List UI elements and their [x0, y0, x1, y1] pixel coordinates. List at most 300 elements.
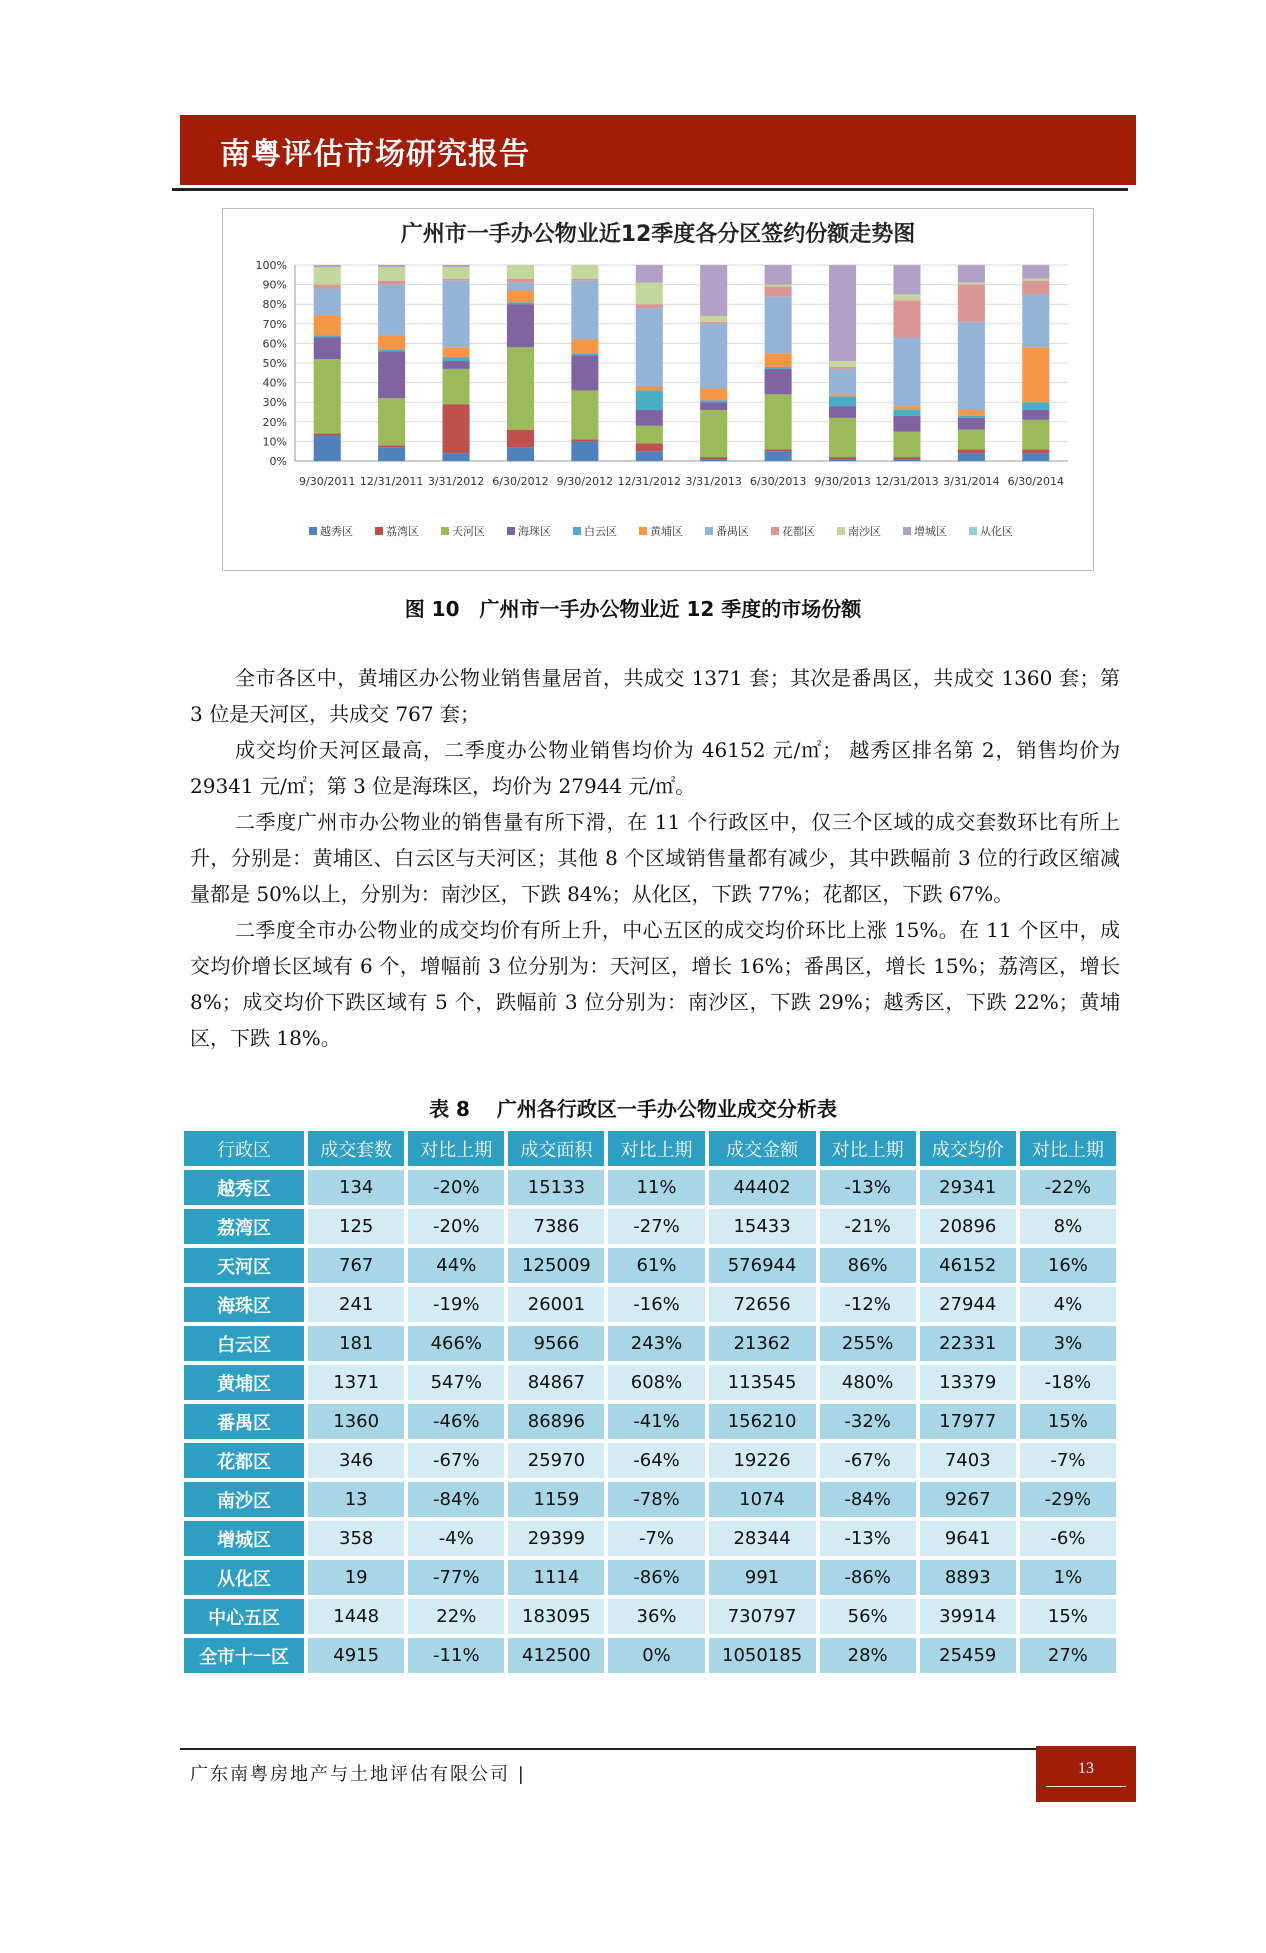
bar-segment: [636, 304, 663, 308]
row-district: 中心五区: [184, 1599, 304, 1634]
cell: -22%: [1020, 1170, 1116, 1205]
cell: 56%: [820, 1599, 916, 1634]
cell: -32%: [820, 1404, 916, 1439]
bar-segment: [378, 349, 405, 351]
header-divider: [172, 188, 1128, 191]
cell: -86%: [820, 1560, 916, 1595]
cell: -77%: [408, 1560, 504, 1595]
cell: 22331: [920, 1326, 1016, 1361]
bar-segment: [829, 418, 856, 457]
row-district: 白云区: [184, 1326, 304, 1361]
bar-segment: [765, 353, 792, 367]
bar-segment: [507, 290, 534, 302]
legend-label: 增城区: [914, 525, 947, 538]
x-tick-label: 3/31/2013: [685, 475, 742, 488]
cell: -7%: [608, 1521, 704, 1556]
cell: 466%: [408, 1326, 504, 1361]
x-tick-label: 6/30/2014: [1007, 475, 1064, 488]
bar-segment: [571, 265, 598, 279]
row-district: 南沙区: [184, 1482, 304, 1517]
cell: 1159: [508, 1482, 604, 1517]
cell: -20%: [408, 1170, 504, 1205]
bar-segment: [765, 369, 792, 394]
bar-segment: [443, 347, 470, 357]
cell: 125: [308, 1209, 404, 1244]
bar-segment: [378, 447, 405, 461]
bar-segment: [443, 453, 470, 461]
bar-segment: [636, 283, 663, 305]
cell: 25970: [508, 1443, 604, 1478]
bar-segment: [893, 406, 920, 410]
cell: 1114: [508, 1560, 604, 1595]
bar-segment: [700, 402, 727, 410]
cell: 730797: [709, 1599, 816, 1634]
bar-segment: [1022, 281, 1049, 295]
legend-label: 天河区: [452, 525, 485, 538]
x-tick-label: 9/30/2012: [556, 475, 614, 488]
bar-segment: [314, 436, 341, 461]
bar-segment: [829, 361, 856, 367]
bar-segment: [378, 351, 405, 398]
table-caption: 表 8 广州各行政区一手办公物业成交分析表: [429, 1097, 837, 1121]
cell: 358: [308, 1521, 404, 1556]
bar-segment: [507, 265, 534, 279]
y-tick-label: 80%: [262, 298, 287, 312]
cell: 28344: [709, 1521, 816, 1556]
x-tick-label: 12/31/2012: [617, 475, 681, 488]
cell: -67%: [408, 1443, 504, 1478]
table-header-row: [184, 1131, 1116, 1166]
cell: 243%: [608, 1326, 704, 1361]
cell: 27944: [920, 1287, 1016, 1322]
bar-segment: [636, 308, 663, 386]
bar-segment: [1022, 453, 1049, 461]
bar-segment: [507, 283, 534, 291]
header-amount-change: 对比上期: [820, 1131, 916, 1166]
bar-segment: [507, 430, 534, 448]
footer-divider: [180, 1748, 1036, 1750]
bar-segment: [958, 449, 985, 453]
table-row: [184, 1209, 1116, 1244]
bar-segment: [700, 265, 727, 316]
bar-segment: [571, 439, 598, 441]
bar-segment: [314, 289, 341, 316]
paragraph-1: 全市各区中，黄埔区办公物业销售量居首，共成交 1371 套；其次是番禺区，共成交 1360 套；第 3 位是天河区，共成交 767 套；: [190, 666, 1120, 726]
y-tick-label: 10%: [262, 435, 287, 449]
table-row: [184, 1521, 1116, 1556]
table-row: [184, 1443, 1116, 1478]
stacked-bar-chart: [222, 208, 1094, 571]
bar-segment: [700, 388, 727, 400]
bar-segment: [958, 410, 985, 416]
bar-segment: [378, 336, 405, 350]
bar-segment: [314, 338, 341, 360]
cell: 767: [308, 1248, 404, 1283]
cell: 13379: [920, 1365, 1016, 1400]
legend-swatch: [441, 527, 449, 535]
cell: -84%: [820, 1482, 916, 1517]
legend-label: 番禺区: [716, 525, 749, 538]
bar-segment: [314, 434, 341, 436]
cell: 346: [308, 1443, 404, 1478]
cell: 28%: [820, 1638, 916, 1673]
bar-segment: [507, 447, 534, 461]
x-tick-label: 12/31/2013: [875, 475, 939, 488]
cell: 72656: [709, 1287, 816, 1322]
cell: 15%: [1020, 1599, 1116, 1634]
bar-segment: [443, 279, 470, 281]
cell: 86%: [820, 1248, 916, 1283]
cell: 22%: [408, 1599, 504, 1634]
row-district: 黄埔区: [184, 1365, 304, 1400]
bar-segment: [571, 353, 598, 355]
cell: -20%: [408, 1209, 504, 1244]
cell: 4%: [1020, 1287, 1116, 1322]
cell: -67%: [820, 1443, 916, 1478]
bar-segment: [636, 265, 663, 283]
cell: 1%: [1020, 1560, 1116, 1595]
row-district: 天河区: [184, 1248, 304, 1283]
table-row: [184, 1326, 1116, 1361]
header-avg-price-change: 对比上期: [1020, 1131, 1116, 1166]
bar-segment: [765, 265, 792, 285]
cell: -12%: [820, 1287, 916, 1322]
bar-segment: [1022, 265, 1049, 279]
cell: 39914: [920, 1599, 1016, 1634]
table-row: [184, 1560, 1116, 1595]
bar-segment: [700, 410, 727, 457]
cell: 113545: [709, 1365, 816, 1400]
cell: 134: [308, 1170, 404, 1205]
legend-swatch: [573, 527, 581, 535]
legend-label: 荔湾区: [386, 525, 419, 538]
cell: 0%: [608, 1638, 704, 1673]
cell: 8%: [1020, 1209, 1116, 1244]
bar-segment: [958, 322, 985, 410]
bar-segment: [571, 390, 598, 439]
cell: 547%: [408, 1365, 504, 1400]
legend-swatch: [375, 527, 383, 535]
header-amount: 成交金额: [709, 1131, 816, 1166]
cell: 9267: [920, 1482, 1016, 1517]
bar-segment: [958, 283, 985, 285]
bar-segment: [636, 443, 663, 451]
bar-segment: [958, 416, 985, 418]
cell: 15%: [1020, 1404, 1116, 1439]
cell: 19: [308, 1560, 404, 1595]
footer-company: 广东南粤房地产与土地评估有限公司 |: [190, 1764, 526, 1785]
bar-segment: [507, 279, 534, 283]
cell: 15133: [508, 1170, 604, 1205]
page-number-box: [1036, 1746, 1136, 1802]
cell: 7403: [920, 1443, 1016, 1478]
y-tick-label: 50%: [262, 357, 287, 370]
cell: 84867: [508, 1365, 604, 1400]
cell: 11%: [608, 1170, 704, 1205]
x-tick-label: 6/30/2013: [749, 475, 807, 488]
legend-label: 南沙区: [848, 525, 881, 538]
table-row: [184, 1638, 1116, 1673]
x-tick-label: 9/30/2011: [299, 475, 356, 488]
bar-segment: [765, 296, 792, 353]
report-title: 南粤评估市场研究报告: [220, 137, 530, 172]
legend-label: 黄埔区: [650, 525, 683, 538]
cell: 3%: [1020, 1326, 1116, 1361]
bar-segment: [765, 287, 792, 297]
paragraph-3: 二季度广州市办公物业的销售量有所下滑，在 11 个行政区中，仅三个区域的成交套数环比有所上升，分别是：黄埔区、白云区与天河区；其他 8 个区域销售量都有减少，其中跌幅前 3 位的行政区缩减量都是 50%以上，分别为：南沙区，下跌 84%；从化区，下跌 77%；花都区，下跌 67%。: [190, 810, 1120, 906]
bar-segment: [1022, 449, 1049, 453]
bar-segment: [378, 267, 405, 281]
y-tick-label: 100%: [255, 259, 287, 272]
cell: 1371: [308, 1365, 404, 1400]
page-number-underline: [1046, 1786, 1126, 1787]
bar-segment: [700, 324, 727, 389]
bar-segment: [958, 285, 985, 322]
bar-segment: [636, 426, 663, 444]
bar-segment: [893, 416, 920, 432]
bar-segment: [636, 410, 663, 426]
bar-segment: [893, 459, 920, 461]
bar-segment: [378, 445, 405, 447]
cell: 255%: [820, 1326, 916, 1361]
bar-segment: [700, 459, 727, 461]
cell: 16%: [1020, 1248, 1116, 1283]
bar-segment: [443, 265, 470, 267]
bar-segment: [893, 338, 920, 407]
bar-segment: [636, 387, 663, 391]
body-text: [190, 660, 1120, 1056]
x-tick-label: 3/31/2014: [943, 475, 1000, 488]
cell: 21362: [709, 1326, 816, 1361]
bar-segment: [829, 406, 856, 418]
bar-segment: [443, 361, 470, 369]
cell: 480%: [820, 1365, 916, 1400]
legend-label: 白云区: [584, 525, 617, 538]
bar-segment: [958, 418, 985, 430]
legend-swatch: [903, 527, 911, 535]
y-tick-label: 90%: [262, 278, 287, 292]
bar-segment: [829, 396, 856, 406]
table-row: [184, 1404, 1116, 1439]
bar-segment: [765, 367, 792, 369]
bar-segment: [893, 432, 920, 457]
bar-segment: [378, 265, 405, 267]
cell: 19226: [709, 1443, 816, 1478]
y-tick-label: 60%: [262, 337, 287, 351]
cell: 412500: [508, 1638, 604, 1673]
figure-caption: 图 10 广州市一手办公物业近 12 季度的市场份额: [404, 597, 862, 621]
cell: 15433: [709, 1209, 816, 1244]
bar-segment: [571, 279, 598, 281]
bar-segment: [700, 457, 727, 459]
cell: 156210: [709, 1404, 816, 1439]
header-area-change: 对比上期: [608, 1131, 704, 1166]
cell: -16%: [608, 1287, 704, 1322]
report-header-bar: [180, 115, 1136, 185]
cell: 991: [709, 1560, 816, 1595]
cell: 36%: [608, 1599, 704, 1634]
bar-segment: [443, 267, 470, 279]
bar-segment: [1022, 294, 1049, 347]
bar-segment: [314, 265, 341, 267]
cell: 86896: [508, 1404, 604, 1439]
header-units-change: 对比上期: [408, 1131, 504, 1166]
cell: -78%: [608, 1482, 704, 1517]
bar-segment: [765, 451, 792, 461]
cell: 125009: [508, 1248, 604, 1283]
cell: 44%: [408, 1248, 504, 1283]
bar-segment: [958, 430, 985, 450]
cell: -84%: [408, 1482, 504, 1517]
cell: 13: [308, 1482, 404, 1517]
header-units: 成交套数: [308, 1131, 404, 1166]
x-tick-label: 6/30/2012: [492, 475, 549, 488]
bar-segment: [378, 398, 405, 445]
cell: 9641: [920, 1521, 1016, 1556]
cell: 17977: [920, 1404, 1016, 1439]
bar-segment: [378, 281, 405, 285]
cell: 61%: [608, 1248, 704, 1283]
header-avg-price: 成交均价: [920, 1131, 1016, 1166]
row-district: 越秀区: [184, 1170, 304, 1205]
table-row: [184, 1599, 1116, 1634]
cell: 576944: [709, 1248, 816, 1283]
cell: 181: [308, 1326, 404, 1361]
bar-segment: [893, 294, 920, 300]
header-district: 行政区: [184, 1131, 304, 1166]
bar-segment: [829, 459, 856, 461]
bar-segment: [829, 394, 856, 396]
cell: -11%: [408, 1638, 504, 1673]
cell: 25459: [920, 1638, 1016, 1673]
cell: -29%: [1020, 1482, 1116, 1517]
cell: -18%: [1020, 1365, 1116, 1400]
cell: -64%: [608, 1443, 704, 1478]
bar-segment: [571, 355, 598, 390]
row-district: 全市十一区: [184, 1638, 304, 1673]
y-tick-label: 20%: [262, 415, 287, 429]
legend-swatch: [771, 527, 779, 535]
bar-segment: [314, 336, 341, 338]
page-number: 13: [1078, 1760, 1094, 1777]
legend-swatch: [507, 527, 515, 535]
bar-segment: [571, 441, 598, 461]
chart-title: 广州市一手办公物业近12季度各分区签约份额走势图: [400, 222, 916, 247]
cell: -86%: [608, 1560, 704, 1595]
table-row: [184, 1365, 1116, 1400]
transaction-table: [180, 1127, 1120, 1677]
cell: -7%: [1020, 1443, 1116, 1478]
cell: -46%: [408, 1404, 504, 1439]
cell: -6%: [1020, 1521, 1116, 1556]
row-district: 番禺区: [184, 1404, 304, 1439]
cell: 608%: [608, 1365, 704, 1400]
bar-segment: [507, 304, 534, 347]
bar-segment: [829, 367, 856, 369]
bar-segment: [1022, 410, 1049, 420]
row-district: 花都区: [184, 1443, 304, 1478]
bar-segment: [1022, 402, 1049, 410]
bar-segment: [700, 322, 727, 324]
cell: -13%: [820, 1521, 916, 1556]
bar-segment: [893, 265, 920, 294]
table-row: [184, 1287, 1116, 1322]
legend-swatch: [309, 527, 317, 535]
bar-segment: [893, 300, 920, 337]
cell: -41%: [608, 1404, 704, 1439]
bar-segment: [1022, 420, 1049, 449]
row-district: 海珠区: [184, 1287, 304, 1322]
cell: 8893: [920, 1560, 1016, 1595]
y-tick-label: 40%: [262, 376, 287, 390]
bar-segment: [829, 265, 856, 361]
legend-swatch: [705, 527, 713, 535]
bar-segment: [765, 285, 792, 287]
bar-segment: [958, 453, 985, 461]
cell: 1448: [308, 1599, 404, 1634]
cell: 27%: [1020, 1638, 1116, 1673]
legend-label: 海珠区: [518, 525, 551, 538]
x-tick-label: 12/31/2011: [359, 475, 424, 488]
cell: 1360: [308, 1404, 404, 1439]
bar-segment: [443, 369, 470, 404]
bar-segment: [829, 457, 856, 459]
cell: 9566: [508, 1326, 604, 1361]
bar-segment: [636, 390, 663, 410]
bar-segment: [765, 394, 792, 449]
y-tick-label: 30%: [262, 396, 287, 410]
cell: -13%: [820, 1170, 916, 1205]
bar-segment: [571, 339, 598, 353]
legend-label: 越秀区: [320, 525, 353, 538]
row-district: 荔湾区: [184, 1209, 304, 1244]
cell: -19%: [408, 1287, 504, 1322]
cell: 29399: [508, 1521, 604, 1556]
bar-segment: [700, 400, 727, 402]
y-tick-label: 70%: [262, 317, 287, 331]
bar-segment: [571, 281, 598, 340]
table-row: [184, 1248, 1116, 1283]
bar-segment: [314, 316, 341, 336]
cell: -4%: [408, 1521, 504, 1556]
cell: 20896: [920, 1209, 1016, 1244]
bar-segment: [829, 369, 856, 394]
legend-swatch: [969, 527, 977, 535]
cell: 29341: [920, 1170, 1016, 1205]
bar-segment: [1022, 347, 1049, 402]
y-tick-label: 0%: [269, 455, 287, 468]
cell: 1050185: [709, 1638, 816, 1673]
bar-segment: [893, 410, 920, 416]
paragraph-4: 二季度全市办公物业的成交均价有所上升，中心五区的成交均价环比上涨 15%。在 11 个区中，成交均价增长区域有 6 个，增幅前 3 位分别为：天河区，增长 16%；番禺区，增长 15%；荔湾区，增长 8%；成交均价下跌区域有 5 个，跌幅前 3 位分别为：南沙区，下跌 29%；越秀区，下跌 22%；黄埔区，下跌 18%。: [190, 918, 1120, 1050]
bar-segment: [314, 267, 341, 285]
cell: 46152: [920, 1248, 1016, 1283]
cell: 4915: [308, 1638, 404, 1673]
cell: 241: [308, 1287, 404, 1322]
legend-swatch: [639, 527, 647, 535]
table-row: [184, 1170, 1116, 1205]
cell: 44402: [709, 1170, 816, 1205]
bar-segment: [1022, 279, 1049, 281]
row-district: 增城区: [184, 1521, 304, 1556]
bar-segment: [314, 359, 341, 433]
cell: -27%: [608, 1209, 704, 1244]
x-tick-label: 3/31/2012: [427, 475, 485, 488]
bar-segment: [378, 285, 405, 336]
cell: -21%: [820, 1209, 916, 1244]
cell: 7386: [508, 1209, 604, 1244]
row-district: 从化区: [184, 1560, 304, 1595]
